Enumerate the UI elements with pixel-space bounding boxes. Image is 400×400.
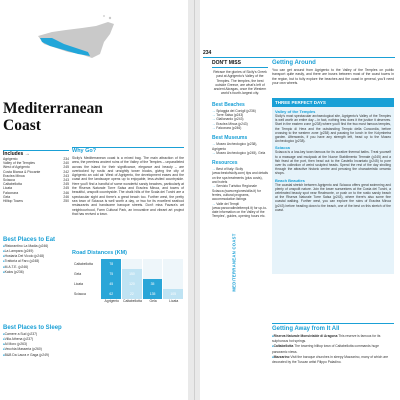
road-column-label: Licata [169, 299, 179, 303]
includes-item-name: Licata [3, 186, 13, 191]
road-cell [143, 269, 163, 279]
getting-around-title: Getting Around [272, 60, 316, 66]
best-beach-item: → Spiaggia dei Conigli (p236) [212, 109, 268, 113]
road-cell [122, 259, 142, 269]
three-days-subtitle: Valley of the Temples [275, 109, 316, 114]
road-cell: 22 [122, 289, 142, 299]
resource-item: → Best of Italy: Sicily (www.bestofsicily.com) tips and details on the spa treatments (plus costs), and hotels [212, 167, 268, 184]
best-sleep-list [3, 332, 69, 358]
road-cell: 75 [101, 269, 121, 279]
getting-away-item [272, 355, 394, 364]
best-eat-item: ■ Ristorantino La Madia (p246) [3, 244, 69, 249]
includes-item-name: Valley of the Temples [3, 161, 35, 166]
best-sleep-section [3, 325, 69, 358]
road-cell [163, 279, 183, 289]
includes-item-name: West of Agrigento [3, 165, 30, 170]
includes-item-page: 234 [63, 157, 69, 161]
includes-item-page: 245 [63, 182, 69, 187]
getting-away-section [272, 323, 394, 365]
includes-item-page: 250 [63, 199, 69, 204]
resources-list [212, 167, 268, 219]
best-sleep-item: ■ Villa Athena (p237) [3, 337, 69, 342]
getting-away-item-text: This reserve is famous for its sulphurous hot springs. [272, 334, 381, 344]
why-go-text: Sicily's Mediterranean coast is a mixed bag. The main attraction of the area, the peerless ancient ruins of the Valley of the Temples – unparalleled across the island for their significance, elegance and beauty – are overlooked by rustic and unsightly tower blocks, giving the city of Agrigento an odd air. West of Agrigento, the development eases and the coast and the landscape opens up to enjoyable, less-visited countryside. Here you'll find a handful of some wonderful sandy beaches, particularly at the Riserva Naturale Torre Salsa and Eraclea Minoa, and towns of beautiful, unspoilt countryside. The chalk hills of the Scala dei Turchi are a spectacular sight and there's a great beach too. Further west, the pretty sea town of Sciacca is well worth a day, or two for its excellent seafood restaurants and handsome baroque streets. Don't miss Favara's art neighbourhood, Farm Cultural Park, an innovative and vibrant art project that has revived a town. [72, 156, 184, 216]
best-beaches-list [212, 109, 268, 130]
best-eat-item: ■ Trattoria al Faro (p248) [3, 259, 69, 264]
includes-item-page: 240 [63, 161, 69, 166]
getting-away-item-text: Visit the baroque churches in sleepy Mazzarino, many of which are decorated by the Tuscan artist Filippo Paladino. [272, 354, 389, 365]
road-footer-spacer [72, 299, 102, 303]
best-sleep-item: ■ Al Moro (p263) [3, 342, 69, 347]
road-cell [163, 259, 183, 269]
why-go-section [72, 147, 184, 216]
road-distances [72, 250, 184, 303]
includes-list [3, 157, 69, 203]
best-eat-item: ■ La Lampara (p249) [3, 249, 69, 254]
getting-away-title: Getting Away from It All [272, 326, 340, 332]
why-go-title: Why Go? [72, 148, 97, 154]
road-row-label: Sciacca [74, 292, 86, 296]
road-cell [163, 269, 183, 279]
road-row-label: Caltabellotta [74, 262, 93, 266]
resources-section [212, 160, 268, 219]
best-eat-item: ■ M.A.T.E. (p246) [3, 265, 69, 270]
best-sleep-item: ■ Vecchia Masseria (p260) [3, 347, 69, 352]
resource-item: → Valle dei Templi (www.parcovalledeitempli.it) for up-to-date information on the Valley of the Temples', guides, opening hours etc. [212, 202, 268, 219]
includes-item-name: Costa Bianca & Piccante [3, 169, 41, 174]
getting-away-item [272, 334, 394, 343]
getting-around-section [272, 60, 394, 85]
best-beach-item: → Giallonardo (p243) [212, 117, 268, 121]
road-column-label: Agrigento [104, 299, 120, 303]
includes-item-name: Agrigento [3, 157, 18, 161]
includes-item-page: 245 [63, 186, 69, 191]
road-row [72, 289, 184, 299]
best-eat-list [3, 244, 69, 276]
spine-fold [194, 0, 195, 400]
resources-title: Resources [212, 160, 238, 167]
includes-item-page: 243 [63, 178, 69, 183]
three-days-subtitle: Sciacca [275, 145, 290, 151]
getting-around-text: You can get around from Agrigento to the Valley of the Temples on public transport quite easily, and there are buses between most of the coast towns in the region, but to fully explore the beaches and the coast in general, you'll need your own wheels. [272, 68, 394, 85]
includes-item-page: 242 [63, 169, 69, 174]
includes-item-name: Gela [3, 194, 11, 199]
includes-item-name: Sciacca [3, 178, 15, 183]
best-eat-title: Best Places to Eat [3, 237, 56, 243]
road-row-label: Gela [74, 272, 82, 276]
includes-item-name: Caltabellotta [3, 182, 22, 187]
sicily-map-icon [30, 8, 120, 88]
road-column-label: Gela [149, 299, 157, 303]
best-sleep-item: ■ B&B Da Laura e Gaga (p249) [3, 353, 69, 358]
includes-box [3, 150, 69, 231]
best-museum-item: → Museo Archeologico (p238), Agrigento [212, 142, 268, 151]
resource-item: → Servizio Turistico Regionale Sciacca (www.regionesicilia.it) for ferries, cultural programs, accommodation listings [212, 184, 268, 201]
road-cell: 35 [143, 279, 163, 289]
includes-item-name: Hilltop Towns [3, 199, 23, 204]
best-sleep-title: Best Places to Sleep [3, 325, 62, 331]
best-eat-item: ■ Hostaria Del Vicolo (p248) [3, 254, 69, 259]
page-number: 234 [203, 50, 212, 56]
vertical-chapter-text: MEDITERRANEAN COAST [231, 233, 237, 292]
left-page [0, 0, 188, 400]
road-cell: 105 [163, 289, 183, 299]
best-sleep-item: ■ Camere a Sud (p237) [3, 332, 69, 337]
road-cell: 135 [143, 289, 163, 299]
includes-item-name: Eraclea Minoa [3, 173, 25, 178]
dont-miss-title: DON'T MISS [212, 60, 268, 68]
three-days-text: Sicily's most spectacular archaeological site, Agrigento's Valley of the Temples is well worth an entire day – in fact, nothing less does it the justice it deserves. Start in the eastern zone (p238) where you'll find the two most famous temples, the Tempio di Hera and the outstanding Tempio della Concordia, before crossing to the western zone (p238) and pausing for lunch in the Kolymbetra garden. Afterwards, if you have any strength left, head up to the Museo Archeologico (p238). [275, 114, 391, 144]
includes-item-name: Falconara [3, 190, 19, 195]
best-museum-item: → Museo Archeologico (p245), Gela [212, 151, 268, 155]
includes-item-page: 246 [63, 190, 69, 195]
road-cell [143, 259, 163, 269]
getting-away-item-name: Caltabellotta [273, 344, 294, 349]
road-row-label: Licata [74, 282, 84, 286]
three-perfect-days-title: THREE PERFECT DAYS [272, 98, 394, 107]
chapter-title: Mediterranean Coast [3, 100, 103, 134]
road-cell: 62 [101, 289, 121, 299]
best-museums-title: Best Museums [212, 135, 248, 142]
includes-item-page: 245 [63, 165, 69, 170]
includes-item-page: 243 [63, 173, 69, 178]
best-beach-item: → Torre Salsa (p243) [212, 113, 268, 117]
best-eat-item: ■ Kalos (p236) [3, 270, 69, 275]
three-days-text: The coastal stretch between Agrigento and Sciacca offers great swimming and plenty of unspoilt nature. Join the lower sunseekers at the Costa dei Turchi, a celebrated beauty spot near Realmonte, or push on to the rustic sandy beach at the Riserva Naturale Torre Salsa (p243), where there's also some fine coastal walking. Further west, you can explore the ruins of Eraclea Minoa (p243) before heading down to the beach, one of the best on this stretch of the coast. [275, 182, 391, 212]
road-column-label: Caltabellotta [123, 299, 142, 303]
road-distances-grid [72, 259, 184, 299]
best-museums-section [212, 135, 268, 155]
three-perfect-days-sections [272, 107, 394, 212]
road-distances-title: Road Distances (KM) [72, 250, 128, 256]
best-beach-item: → Falconara (p246) [212, 126, 268, 130]
road-row [72, 259, 184, 269]
road-cell: 120 [122, 279, 142, 289]
includes-item [3, 199, 69, 203]
road-row [72, 269, 184, 279]
road-distances-columns [72, 299, 184, 303]
dont-miss-sidebar [212, 60, 268, 219]
getting-away-item-name: Mazzarino [273, 354, 290, 359]
three-days-text: Sciacca is a low-key town famous for its curative thermal baths. Treat yourself to a massage and mudpack at the Nuove Stabilimento Termale (p245) and a fish feast at the port, then head out to the Castello Incantato (p245) to pore over its collection of weird sculpted heads. Spend the rest of the day strolling through the attractive historic centre and perusing the characteristic ceramic shops. [275, 150, 391, 176]
includes-heading: Includes → [3, 151, 30, 157]
three-perfect-days-box [272, 98, 394, 274]
includes-item-page: 246 [63, 194, 69, 199]
dont-miss-text: Retrace the glories of Sicily's Greek past at Agrigento's Valley of the Temples. The temples, the best outside Greece, are what's left of ancient Akragas, once the Western world's fourth-largest city. [213, 70, 267, 96]
getting-away-item-text: The towering hilltop town of Caltabellotta commands huge panoramic views. [272, 344, 379, 354]
three-days-subtitle: Beach Beauties [275, 177, 305, 183]
getting-away-list [272, 334, 394, 364]
road-cell: 45 [101, 279, 121, 289]
vertical-chapter-label [226, 212, 242, 322]
best-beaches-section [212, 102, 268, 130]
best-beach-item: → Eraclea Minoa (p243) [212, 122, 268, 126]
getting-away-item-name: Riserva Naturale Monsivialde di Aragona [273, 334, 338, 338]
best-museums-list [212, 142, 268, 155]
getting-away-item [272, 344, 394, 353]
road-row [72, 279, 184, 289]
top-rule [203, 57, 395, 58]
best-eat-section [3, 237, 69, 275]
road-cell: 150 [122, 269, 142, 279]
road-cell: 78 [101, 259, 121, 269]
best-beaches-title: Best Beaches [212, 101, 245, 108]
